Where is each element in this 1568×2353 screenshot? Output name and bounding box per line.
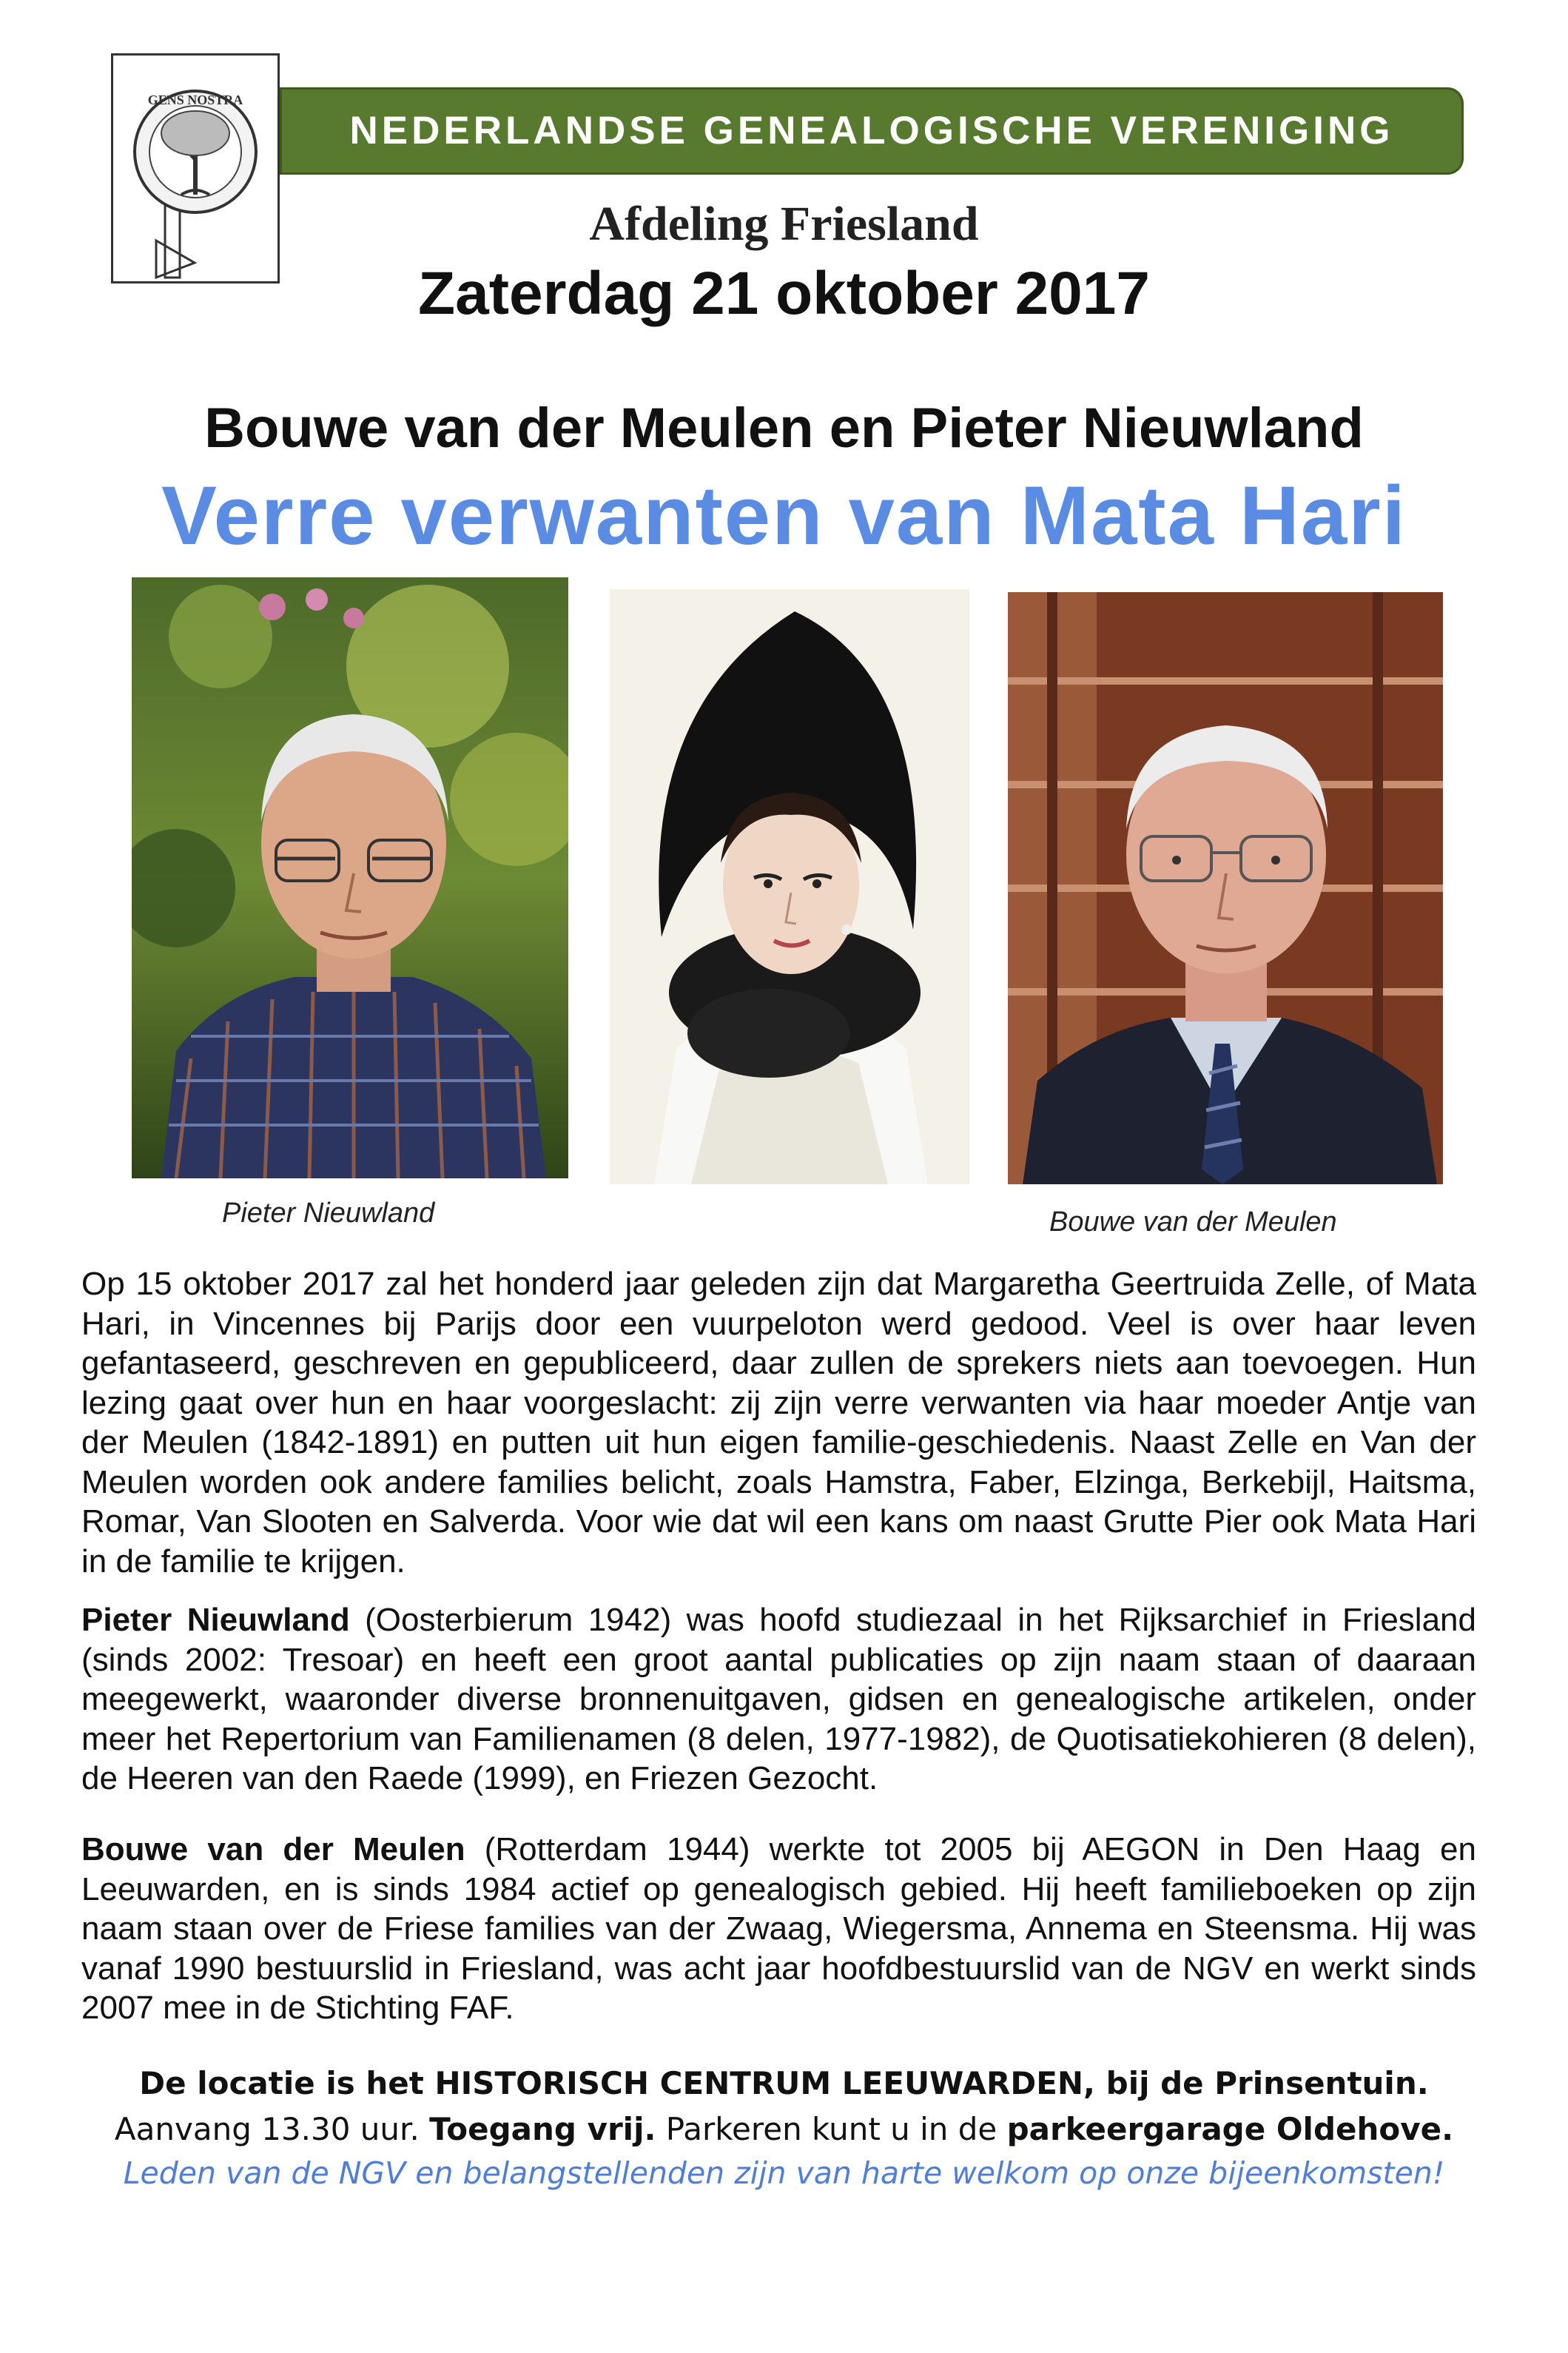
intro-paragraph: Op 15 oktober 2017 zal het honderd jaar geleden zijn dat Margaretha Geertruida Zelle, of Mata Hari, in Vincennes bij Parijs door een vuurpeloton werd gedood. Veel is over haar leven gefantaseerd, geschreven en gepubliceerd, daar zullen de sprekers niets aan toevoegen. Hun lezing gaat over hun en haar voorgeslacht: zij zijn verre verwanten via haar moeder Antje van der Meulen (1842-1891) en putten uit hun eigen familie-geschiedenis. Naast Zelle en Van der Meulen worden ook andere families belicht, zoals Hamstra, Faber, Elzinga, Berkebijl, Haitsma, Romar, Van Slooten en Salverda. Voor wie dat wil een kans om naast Grutte Pier ook Mata Hari in de familie te krijgen.	[81, 1266, 1476, 1580]
speakers-heading: Bouwe van der Meulen en Pieter Nieuwland	[204, 397, 1364, 460]
department-name: Afdeling Friesland	[589, 197, 979, 251]
bio-text-pieter: (Oosterbierum 1942) was hoofd studiezaal in het Rijksarchief in Friesland (sinds 2002: Tresoar) en heeft een groot aantal publicaties op zijn naam staan of daaraan meegewerkt, waaronder diverse bronnenuitgaven, gidsen en genealogische artikelen, onder meer het Repertorium van Familienamen (8 delen, 1977-1982), de Quotisatiekohieren (8 delen), de Heeren van den Raede (1999), en Friezen Gezocht.	[81, 1602, 1476, 1796]
parking-intro: Parkeren kunt u in de	[665, 2111, 997, 2147]
bio-text-bouwe: (Rotterdam 1944) werkte tot 2005 bij AEGON in Den Haag en Leeuwarden, en is sinds 1984 actief op genealogisch gebied. Hij heeft familieboeken op zijn naam staan over de Friese families van der Zwaag, Wiegersma, Annema en Steensma. Hij was vanaf 1990 bestuurslid in Friesland, was acht jaar hoofdbestuurslid van de NGV en werkt sinds 2007 mee in de Stichting FAF.	[81, 1831, 1477, 2026]
portrait-mata-hari	[610, 589, 969, 1184]
photo-pieter-nieuwland	[132, 577, 568, 1178]
caption-bouwe-van-der-meulen: Bouwe van der Meulen	[1049, 1206, 1337, 1238]
event-date: Zaterdag 21 oktober 2017	[418, 260, 1150, 327]
location-line: De locatie is het HISTORISCH CENTRUM LEEUWARDEN, bij de Prinsentuin.	[139, 2065, 1429, 2101]
bio-name-bouwe: Bouwe van der Meulen	[81, 1831, 465, 1867]
practical-info-line	[0, 2111, 1568, 2147]
bio-bouwe-van-der-meulen	[81, 1830, 1476, 2028]
lecture-title: Verre verwanten van Mata Hari	[161, 469, 1407, 562]
parking-location: parkeergarage Oldehove.	[1006, 2111, 1454, 2147]
welcome-line: Leden van de NGV en belangstellenden zijn van harte welkom op onze bijeenkomsten!	[123, 2155, 1445, 2191]
start-time: Aanvang 13.30 uur.	[114, 2111, 420, 2147]
admission-free: Toegang vrij.	[429, 2111, 656, 2147]
svg-text:GENS NOSTRA: GENS NOSTRA	[147, 93, 243, 107]
org-name: NEDERLANDSE GENEALOGISCHE VERENIGING	[349, 109, 1394, 152]
caption-pieter-nieuwland: Pieter Nieuwland	[222, 1198, 435, 1229]
bio-name-pieter: Pieter Nieuwland	[81, 1602, 350, 1638]
bio-pieter-nieuwland	[81, 1600, 1476, 1799]
photo-bouwe-van-der-meulen	[1008, 592, 1443, 1184]
